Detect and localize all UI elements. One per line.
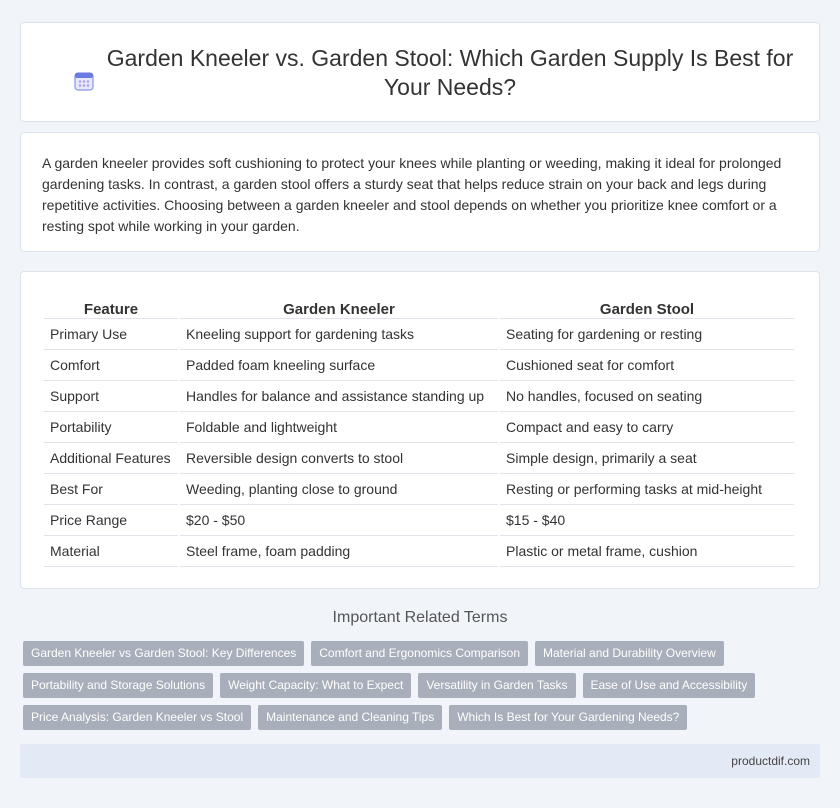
tag-row [23, 641, 823, 666]
table-row [44, 474, 794, 505]
table-row [44, 381, 794, 412]
table-cell: Compact and easy to carry [500, 412, 794, 443]
table-cell: Portability [44, 412, 178, 443]
related-term-tag[interactable]: Which Is Best for Your Gardening Needs? [449, 705, 687, 730]
title-card [20, 22, 820, 122]
related-term-tag[interactable]: Comfort and Ergonomics Comparison [311, 641, 528, 666]
table-cell: No handles, focused on seating [500, 381, 794, 412]
tag-row [23, 673, 823, 698]
header-garden-stool: Garden Stool [500, 295, 794, 319]
table-cell: Plastic or metal frame, cushion [500, 536, 794, 567]
header-garden-kneeler: Garden Kneeler [180, 295, 498, 319]
comparison-table [42, 295, 796, 567]
table-cell: Handles for balance and assistance standing up [180, 381, 498, 412]
table-cell: Best For [44, 474, 178, 505]
related-term-tag[interactable]: Portability and Storage Solutions [23, 673, 213, 698]
header-feature: Feature [44, 295, 178, 319]
table-cell: $20 - $50 [180, 505, 498, 536]
related-term-tag[interactable]: Maintenance and Cleaning Tips [258, 705, 442, 730]
related-term-tag[interactable]: Weight Capacity: What to Expect [220, 673, 411, 698]
related-term-tag[interactable]: Versatility in Garden Tasks [418, 673, 575, 698]
table-row [44, 412, 794, 443]
page-title: Garden Kneeler vs. Garden Stool: Which Garden Supply Is Best for Your Needs? [106, 45, 794, 100]
related-term-tag[interactable]: Price Analysis: Garden Kneeler vs Stool [23, 705, 251, 730]
related-term-tag[interactable]: Material and Durability Overview [535, 641, 724, 666]
intro-card [20, 132, 820, 252]
related-term-tag[interactable]: Ease of Use and Accessibility [583, 673, 756, 698]
table-header-row [44, 295, 794, 319]
table-cell: Cushioned seat for comfort [500, 350, 794, 381]
table-cell: Support [44, 381, 178, 412]
table-cell: Steel frame, foam padding [180, 536, 498, 567]
related-terms-heading: Important Related Terms [332, 609, 508, 626]
table-cell: Resting or performing tasks at mid-height [500, 474, 794, 505]
table-cell: Reversible design converts to stool [180, 443, 498, 474]
tag-row [23, 705, 823, 730]
related-terms-list [23, 641, 823, 737]
table-cell: Price Range [44, 505, 178, 536]
table-cell: Comfort [44, 350, 178, 381]
table-cell: Simple design, primarily a seat [500, 443, 794, 474]
table-row [44, 536, 794, 567]
table-cell: Padded foam kneeling surface [180, 350, 498, 381]
table-row [44, 350, 794, 381]
table-row [44, 443, 794, 474]
table-cell: $15 - $40 [500, 505, 794, 536]
table-cell: Weeding, planting close to ground [180, 474, 498, 505]
table-cell: Additional Features [44, 443, 178, 474]
table-row [44, 505, 794, 536]
table-cell: Kneeling support for gardening tasks [180, 319, 498, 350]
table-cell: Foldable and lightweight [180, 412, 498, 443]
footer [20, 744, 820, 778]
related-term-tag[interactable]: Garden Kneeler vs Garden Stool: Key Differences [23, 641, 304, 666]
table-cell: Seating for gardening or resting [500, 319, 794, 350]
table-row [44, 319, 794, 350]
comparison-card [20, 271, 820, 589]
footer-site-link[interactable]: productdif.com [731, 754, 810, 768]
table-cell: Material [44, 536, 178, 567]
table-cell: Primary Use [44, 319, 178, 350]
intro-paragraph: A garden kneeler provides soft cushioning to protect your knees while planting or weeding, making it ideal for prolonged gardening tasks. In contrast, a garden stool offers a sturdy seat that helps reduce strain on your back and legs during repetitive activities. Choosing between a garden kneeler and stool depends on whether you prioritize knee comfort or a resting spot while working in your garden. [42, 155, 782, 234]
